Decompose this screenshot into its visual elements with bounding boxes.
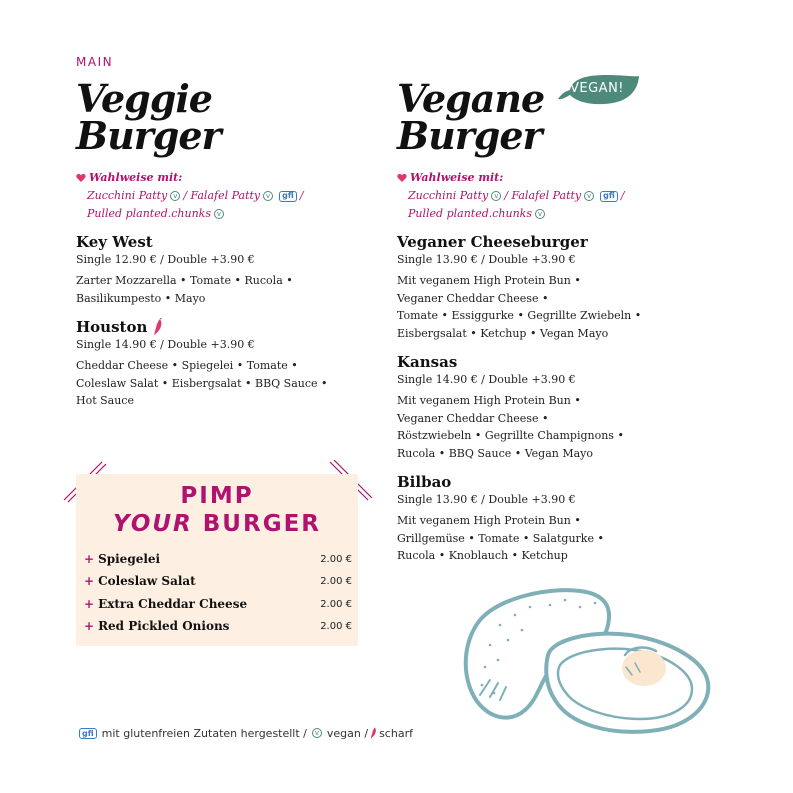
legend-vegan: vegan / <box>326 726 369 740</box>
vegan-badge-label: VEGAN! <box>570 81 625 96</box>
left-options <box>76 169 376 223</box>
option-separator: / <box>299 189 304 202</box>
desc-line: Mit veganem High Protein Bun • <box>397 514 581 527</box>
extra-item <box>84 597 352 611</box>
item-description <box>76 357 376 410</box>
plus-icon: + <box>84 597 95 611</box>
heart-icon <box>397 173 407 183</box>
item-description <box>397 512 727 565</box>
right-options <box>397 169 727 223</box>
desc-line: Rucola • BBQ Sauce • Vegan Mayo <box>397 446 594 460</box>
gluten-free-icon: gfi <box>79 728 97 739</box>
extra-price: 2.00 € <box>320 620 352 632</box>
desc-line: Veganer Cheddar Cheese • <box>397 291 549 305</box>
extra-price: 2.00 € <box>320 575 352 587</box>
menu-item <box>397 353 727 462</box>
item-name: Kansas <box>397 353 458 371</box>
desc-line: Mit veganem High Protein Bun • <box>397 394 581 407</box>
option-falafel: / Falafel Patty <box>504 189 582 202</box>
menu-item <box>397 473 727 565</box>
extra-price: 2.00 € <box>320 598 352 610</box>
footer-legend <box>76 726 413 740</box>
item-description <box>76 272 376 307</box>
vegan-icon: v <box>214 209 224 219</box>
option-falafel: / Falafel Patty <box>183 189 261 202</box>
desc-line: Tomate • Essiggurke • Gegrillte Zwiebeln • <box>397 309 642 322</box>
menu-item <box>76 318 376 410</box>
item-description <box>397 392 727 462</box>
extra-name: Extra Cheddar Cheese <box>98 597 248 611</box>
plus-icon: + <box>84 552 95 566</box>
desc-line: Hot Sauce <box>76 394 134 407</box>
plus-icon: + <box>84 574 95 588</box>
legend-gfi: mit glutenfreien Zutaten hergestellt / <box>101 726 307 740</box>
item-price: Single 14.90 € / Double +3.90 € <box>397 373 576 386</box>
item-name: Key West <box>76 233 153 251</box>
pimp-burger: BURGER <box>202 511 321 537</box>
title-line-2: Burger <box>76 113 221 158</box>
item-description <box>397 272 727 342</box>
title-line-1: Vegane <box>397 76 545 121</box>
gluten-free-icon: gfi <box>279 191 297 202</box>
heart-icon <box>76 173 86 183</box>
menu-item <box>397 233 727 342</box>
option-zucchini: Zucchini Patty <box>408 189 489 202</box>
plus-icon: + <box>84 619 95 633</box>
extra-name: Coleslaw Salat <box>98 574 196 588</box>
option-pulled: Pulled planted.chunks <box>87 207 211 220</box>
vegan-icon: v <box>535 209 545 219</box>
vegan-icon: v <box>263 191 273 201</box>
item-name: Houston <box>76 318 148 336</box>
extra-price: 2.00 € <box>320 553 352 565</box>
desc-line: Rucola • Knoblauch • Ketchup <box>397 549 568 562</box>
pimp-subtitle <box>76 511 358 537</box>
title-line-2: Burger <box>397 113 542 158</box>
gluten-free-icon: gfi <box>600 191 618 202</box>
desc-line: Zarter Mozzarella • Tomate • Rucola • <box>76 274 293 287</box>
desc-line: Coleslaw Salat • Eisbergsalat • BBQ Sauce • <box>76 376 328 390</box>
option-separator: / <box>620 189 625 202</box>
chili-icon <box>153 318 163 336</box>
desc-line: Veganer Cheddar Cheese • <box>397 411 549 425</box>
item-name: Bilbao <box>397 473 452 491</box>
chili-icon <box>370 726 377 740</box>
extra-item <box>84 574 352 588</box>
option-pulled: Pulled planted.chunks <box>408 207 532 220</box>
title-line-1: Veggie <box>76 76 212 121</box>
option-zucchini: Zucchini Patty <box>87 189 168 202</box>
section-label: MAIN <box>76 55 114 69</box>
menu-item <box>76 233 376 307</box>
options-heading: Wahlweise mit: <box>89 171 183 184</box>
veggie-burger-title <box>76 76 376 158</box>
pimp-title: PIMP <box>180 483 254 509</box>
vegan-icon: v <box>312 728 322 738</box>
avocado-illustration <box>460 585 715 740</box>
extra-name: Spiegelei <box>98 552 161 566</box>
desc-line: Basilikumpesto • Mayo <box>76 291 206 305</box>
item-name: Veganer Cheeseburger <box>397 233 588 251</box>
desc-line: Röstzwiebeln • Gegrillte Champignons • <box>397 429 624 442</box>
desc-line: Eisbergsalat • Ketchup • Vegan Mayo <box>397 326 609 340</box>
pimp-your: YOUR <box>112 511 193 537</box>
desc-line: Cheddar Cheese • Spiegelei • Tomate • <box>76 359 298 372</box>
extra-item <box>84 552 352 566</box>
item-price: Single 12.90 € / Double +3.90 € <box>76 253 255 266</box>
extra-name: Red Pickled Onions <box>98 619 230 633</box>
item-price: Single 13.90 € / Double +3.90 € <box>397 493 576 506</box>
legend-hot: scharf <box>379 726 413 740</box>
item-price: Single 14.90 € / Double +3.90 € <box>76 338 255 351</box>
options-heading: Wahlweise mit: <box>410 171 504 184</box>
extra-item <box>84 619 352 633</box>
desc-line: Grillgemüse • Tomate • Salatgurke • <box>397 531 604 545</box>
vegan-icon: v <box>584 191 594 201</box>
item-price: Single 13.90 € / Double +3.90 € <box>397 253 576 266</box>
vegan-icon: v <box>491 191 501 201</box>
desc-line: Mit veganem High Protein Bun • <box>397 274 581 287</box>
vegan-icon: v <box>170 191 180 201</box>
pimp-your-burger-box <box>76 474 358 646</box>
